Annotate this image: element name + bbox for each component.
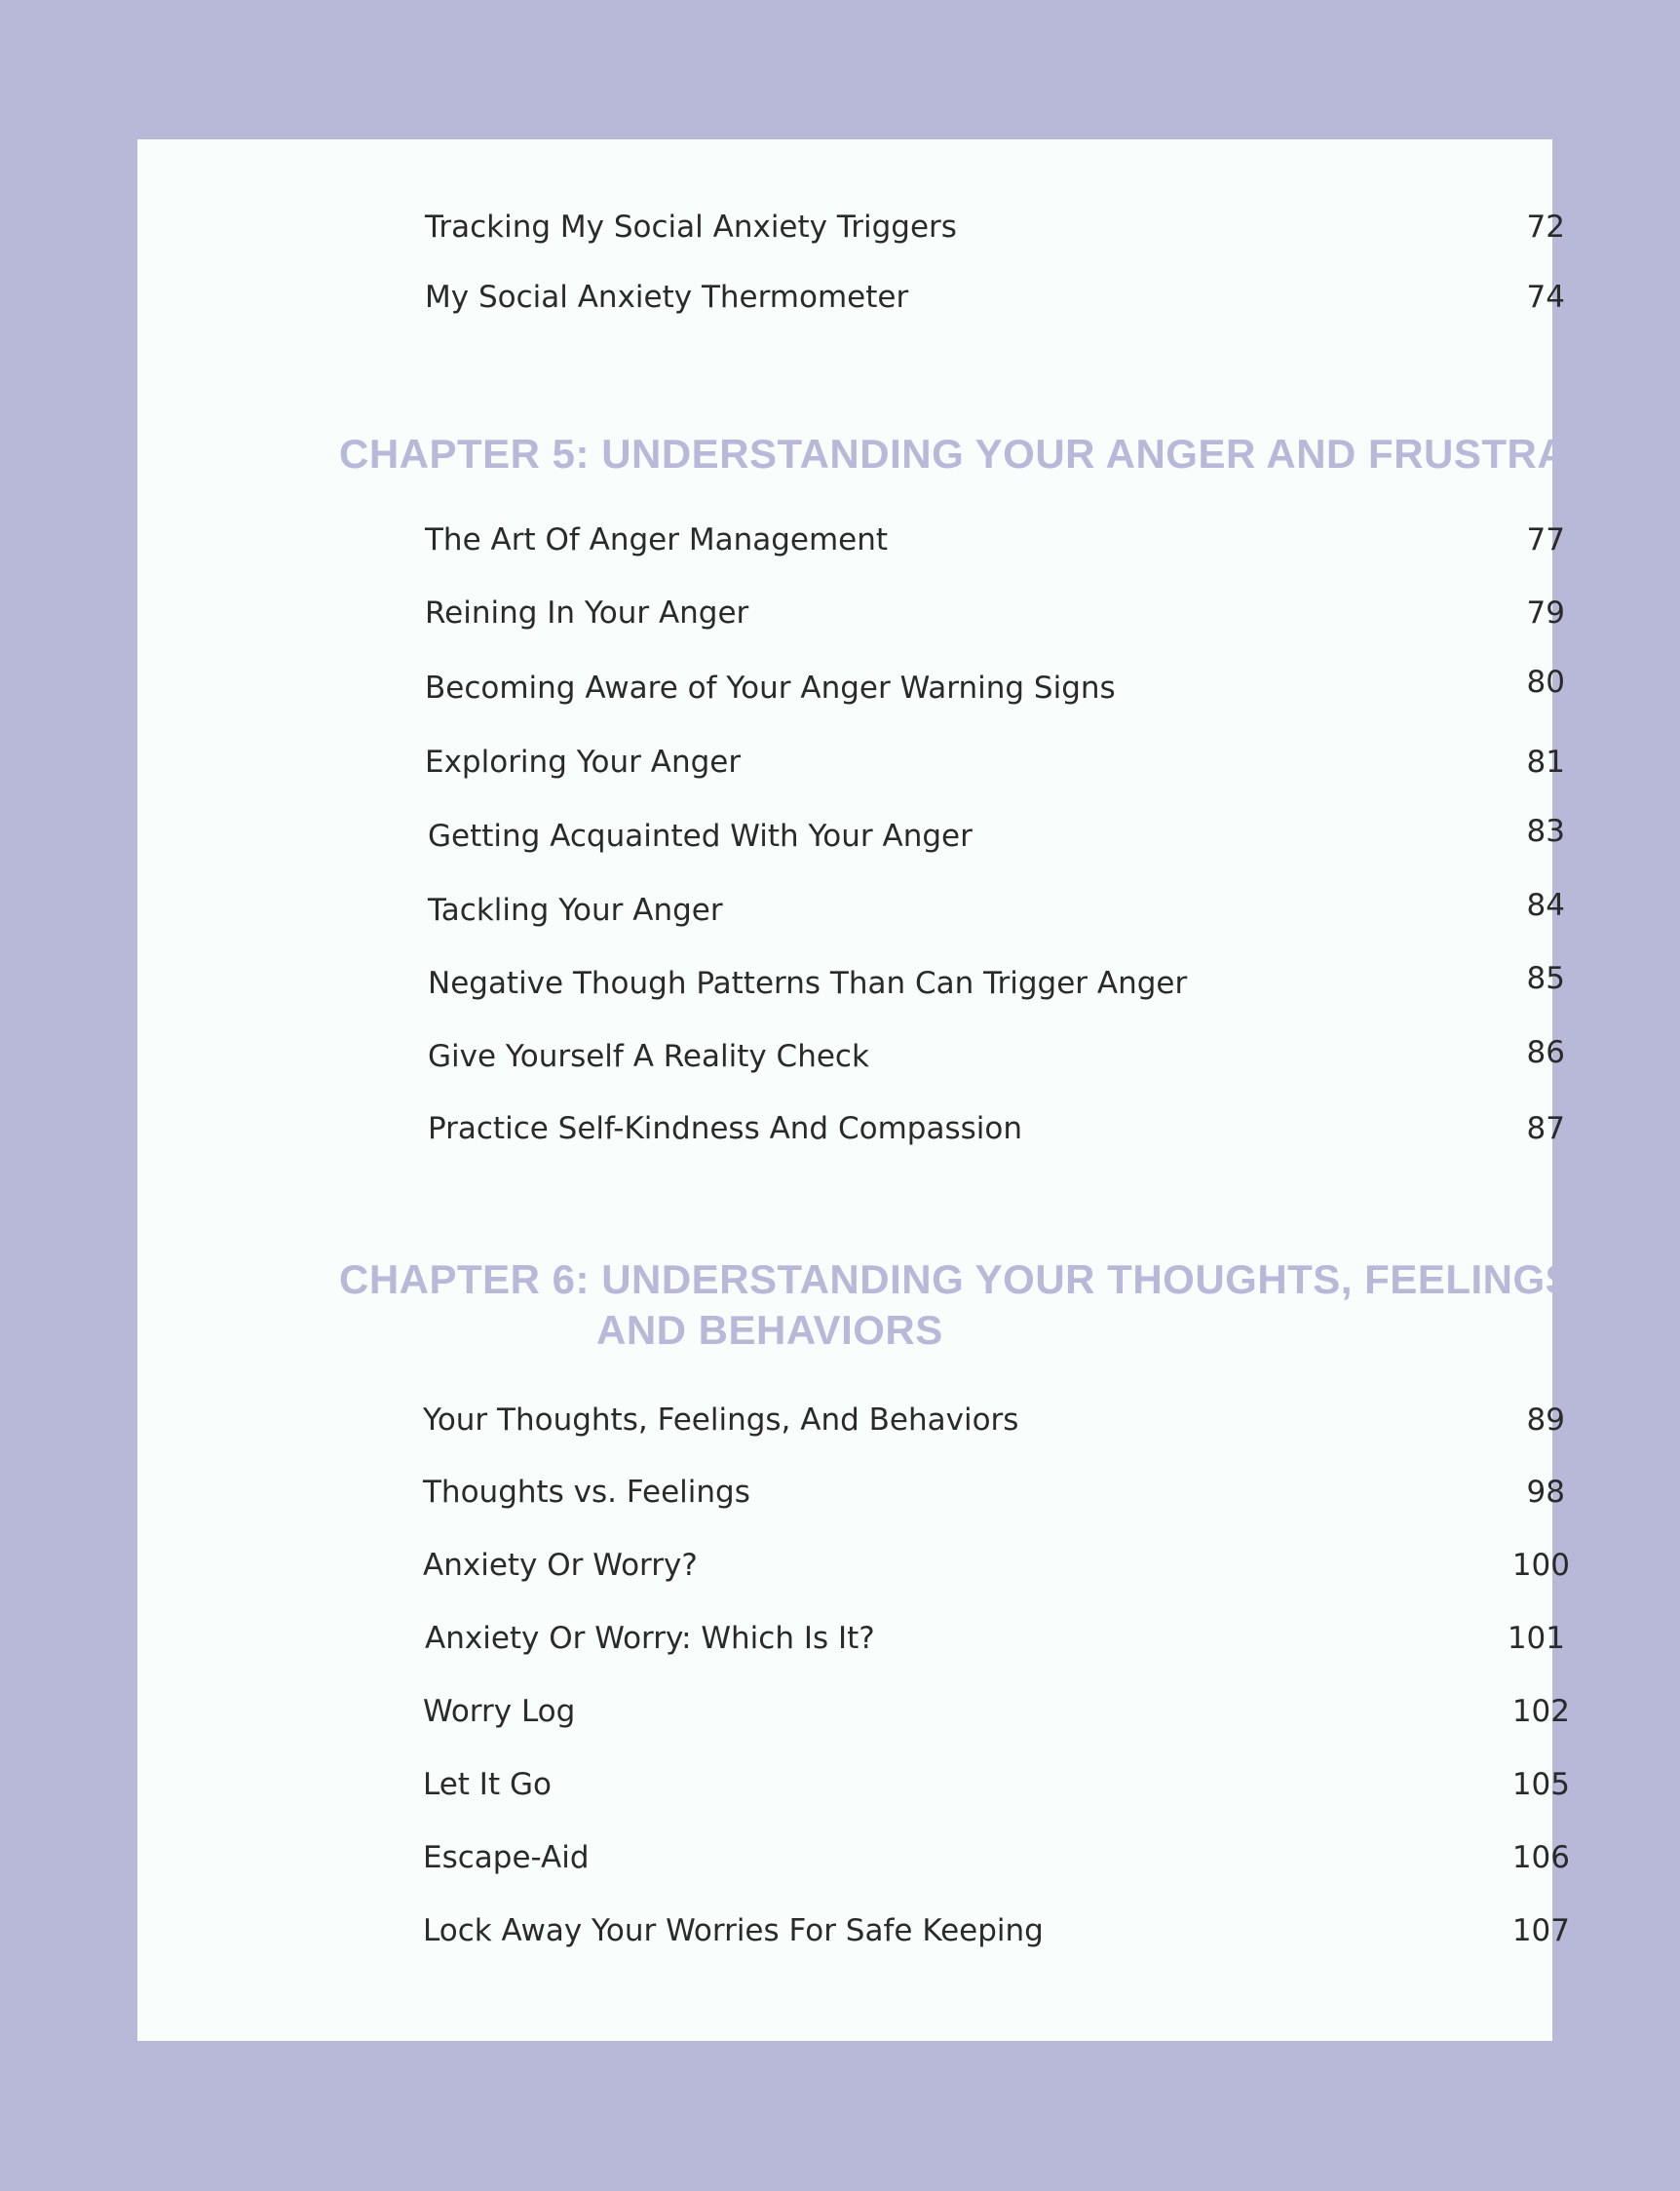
toc-entry[interactable]	[425, 520, 1565, 559]
toc-entry-page: 79	[1526, 596, 1565, 631]
toc-entry-page: 106	[1511, 1840, 1570, 1875]
toc-entry[interactable]	[425, 1037, 1565, 1076]
toc-entry[interactable]	[423, 1838, 1570, 1877]
toc-entry[interactable]	[425, 1619, 1565, 1658]
toc-entry-title: Lock Away Your Worries For Safe Keeping	[423, 1913, 1044, 1948]
toc-entry-page: 81	[1526, 745, 1565, 780]
toc-entry[interactable]	[425, 1401, 1565, 1440]
toc-entry-title: Reining In Your Anger	[425, 596, 749, 631]
toc-entry[interactable]	[425, 743, 1565, 782]
toc-entry-page: 89	[1526, 1403, 1565, 1438]
toc-entry[interactable]	[425, 888, 1565, 930]
toc-entry-page: 74	[1526, 280, 1565, 315]
toc-entry-page: 107	[1511, 1913, 1570, 1948]
toc-entry-page: 98	[1526, 1475, 1565, 1510]
toc-entry-title: Negative Though Patterns Than Can Trigger Anger	[428, 966, 1188, 1001]
chapter-5-heading: CHAPTER 5: UNDERSTANDING YOUR ANGER AND FRUSTRATION	[339, 431, 1664, 477]
toc-entry-title: Thoughts vs. Feelings	[423, 1475, 750, 1510]
toc-entry[interactable]	[425, 278, 1565, 317]
toc-page	[137, 139, 1664, 2041]
toc-entry-title: Give Yourself A Reality Check	[428, 1039, 869, 1074]
toc-entry[interactable]	[423, 1546, 1570, 1585]
toc-entry[interactable]	[425, 814, 1565, 856]
toc-entry-page: 102	[1511, 1694, 1570, 1729]
toc-entry-page: 80	[1526, 665, 1565, 700]
toc-entry-page: 87	[1526, 1111, 1565, 1146]
toc-entry-page: 72	[1526, 210, 1565, 245]
toc-entry[interactable]	[423, 1911, 1570, 1950]
toc-entry[interactable]	[425, 961, 1565, 1003]
toc-entry[interactable]	[425, 208, 1565, 247]
toc-entry-page: 100	[1511, 1548, 1570, 1583]
toc-entry-title: Let It Go	[423, 1767, 552, 1802]
toc-entry-page: 85	[1526, 961, 1565, 996]
toc-entry-title: Practice Self-Kindness And Compassion	[428, 1111, 1022, 1146]
toc-entry-page: 86	[1526, 1035, 1565, 1070]
toc-entry[interactable]	[425, 1109, 1565, 1148]
toc-entry-title: Your Thoughts, Feelings, And Behaviors	[423, 1403, 1019, 1438]
chapter-6-heading-line1: CHAPTER 6: UNDERSTANDING YOUR THOUGHTS, FEELINGS,	[339, 1256, 1585, 1302]
chapter-6-heading	[339, 1254, 1585, 1356]
toc-entry[interactable]	[425, 594, 1565, 633]
toc-entry-title: Tracking My Social Anxiety Triggers	[425, 210, 957, 245]
toc-entry-title: The Art Of Anger Management	[425, 522, 889, 557]
toc-entry[interactable]	[425, 1473, 1565, 1512]
toc-entry[interactable]	[425, 665, 1565, 708]
toc-entry-title: Tackling Your Anger	[428, 893, 723, 928]
toc-entry-title: Getting Acquainted With Your Anger	[428, 819, 973, 854]
toc-entry[interactable]	[423, 1692, 1570, 1731]
toc-entry-title: Exploring Your Anger	[425, 745, 742, 780]
toc-entry-title: Anxiety Or Worry: Which Is It?	[425, 1621, 875, 1656]
toc-entry-page: 101	[1507, 1621, 1565, 1656]
toc-entry-title: Escape-Aid	[423, 1840, 590, 1875]
toc-entry-page: 105	[1511, 1767, 1570, 1802]
chapter-6-heading-line2: AND BEHAVIORS	[596, 1307, 943, 1353]
toc-entry-title: Becoming Aware of Your Anger Warning Signs	[425, 671, 1116, 706]
toc-entry-title: Anxiety Or Worry?	[423, 1548, 698, 1583]
toc-entry-title: My Social Anxiety Thermometer	[425, 280, 909, 315]
toc-entry-page: 84	[1526, 888, 1565, 923]
toc-entry-page: 83	[1526, 814, 1565, 849]
toc-entry[interactable]	[423, 1765, 1570, 1804]
toc-entry-title: Worry Log	[423, 1694, 576, 1729]
toc-entry-page: 77	[1526, 522, 1565, 557]
